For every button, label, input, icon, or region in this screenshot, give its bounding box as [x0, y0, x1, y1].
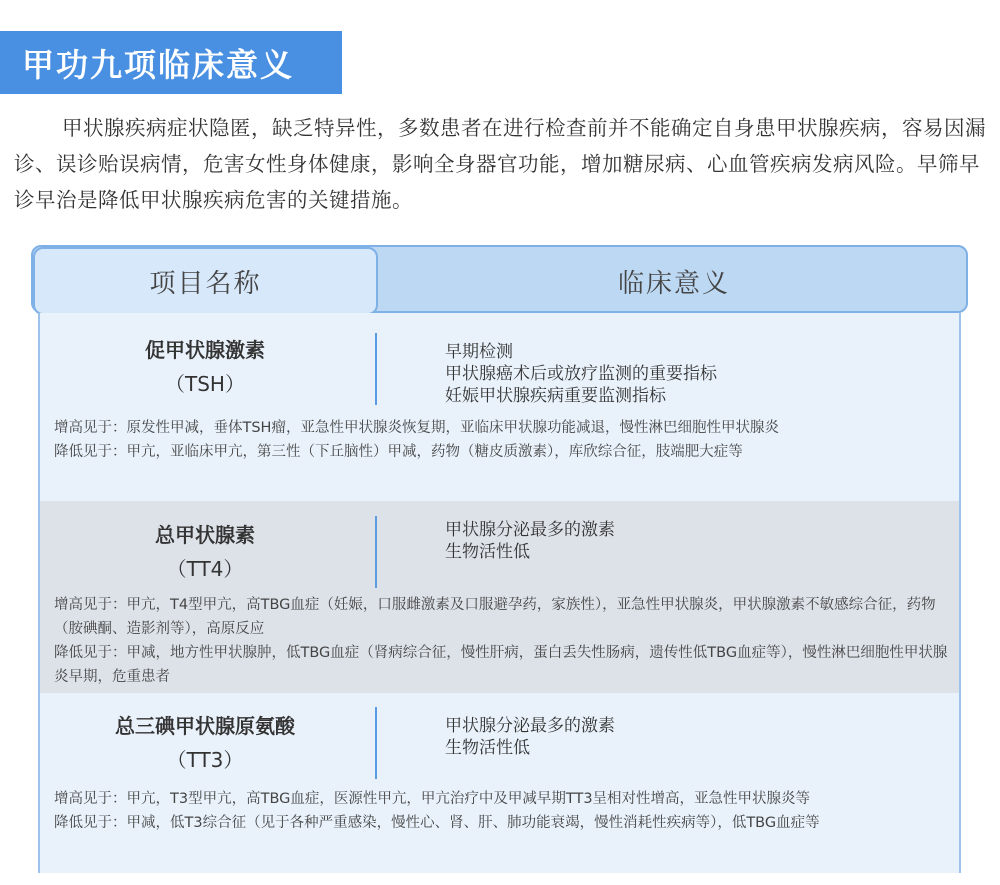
item-name: 促甲状腺激素 [145, 338, 265, 362]
item-name: 总甲状腺素 [155, 523, 255, 547]
table-row [40, 313, 959, 501]
header-item-name: 项目名称 [33, 247, 378, 315]
title-banner [0, 31, 342, 94]
page-title: 甲功九项临床意义 [22, 45, 295, 84]
item-abbr: （TSH） [165, 372, 245, 396]
significance-line: 甲状腺分泌最多的激素 [445, 716, 615, 736]
table-header [31, 245, 968, 313]
significance-line: 甲状腺癌术后或放疗监测的重要指标 [445, 364, 717, 384]
table-body [38, 313, 961, 873]
decrease-detail: 降低见于：甲减，低T3综合征（见于各种严重感染，慢性心、肾、肝、肺功能衰竭，慢性消耗性疾病等），低TBG血症等 [54, 815, 820, 831]
intro-paragraph: 甲状腺疾病症状隐匿，缺乏特异性，多数患者在进行检查前并不能确定自身患甲状腺疾病，容易因漏诊、误诊贻误病情，危害女性身体健康，影响全身器官功能，增加糖尿病、心血管疾病发病风险。早筛早诊早治是降低甲状腺疾病危害的关键措施。 [14, 116, 986, 212]
significance-line: 生物活性低 [445, 542, 530, 562]
column-divider [375, 707, 377, 779]
increase-detail: 增高见于：甲亢，T3型甲亢，高TBG血症，医源性甲亢，甲亢治疗中及甲减早期TT3呈相对性增高，亚急性甲状腺炎等 [54, 791, 811, 807]
table-row [40, 501, 959, 693]
significance-line: 早期检测 [445, 342, 513, 362]
decrease-detail: 降低见于：甲减，地方性甲状腺肿，低TBG血症（肾病综合征，慢性肝病，蛋白丢失性肠病，遗传性低TBG血症等），慢性淋巴细胞性甲状腺炎早期，危重患者 [54, 645, 948, 685]
item-name: 总三碘甲状腺原氨酸 [115, 714, 295, 738]
table-row [40, 693, 959, 873]
clinical-table [31, 245, 968, 885]
item-abbr: （TT4） [166, 557, 244, 581]
significance-line: 甲状腺分泌最多的激素 [445, 520, 615, 540]
column-divider [375, 333, 377, 405]
increase-detail: 增高见于：原发性甲减，垂体TSH瘤，亚急性甲状腺炎恢复期，亚临床甲状腺功能减退，慢性淋巴细胞性甲状腺炎 [54, 420, 779, 436]
decrease-detail: 降低见于：甲亢，亚临床甲亢，第三性（下丘脑性）甲减，药物（糖皮质激素），库欣综合征，肢端肥大症等 [54, 444, 743, 460]
column-divider [375, 516, 377, 588]
item-abbr: （TT3） [166, 748, 244, 772]
increase-detail: 增高见于：甲亢，T4型甲亢，高TBG血症（妊娠，口服雌激素及口服避孕药，家族性），亚急性甲状腺炎，甲状腺激素不敏感综合征，药物（胺碘酮、造影剂等），高原反应 [54, 597, 936, 637]
header-clinical-meaning: 临床意义 [617, 268, 730, 299]
significance-line: 妊娠甲状腺疾病重要监测指标 [445, 386, 666, 406]
significance-line: 生物活性低 [445, 738, 530, 758]
